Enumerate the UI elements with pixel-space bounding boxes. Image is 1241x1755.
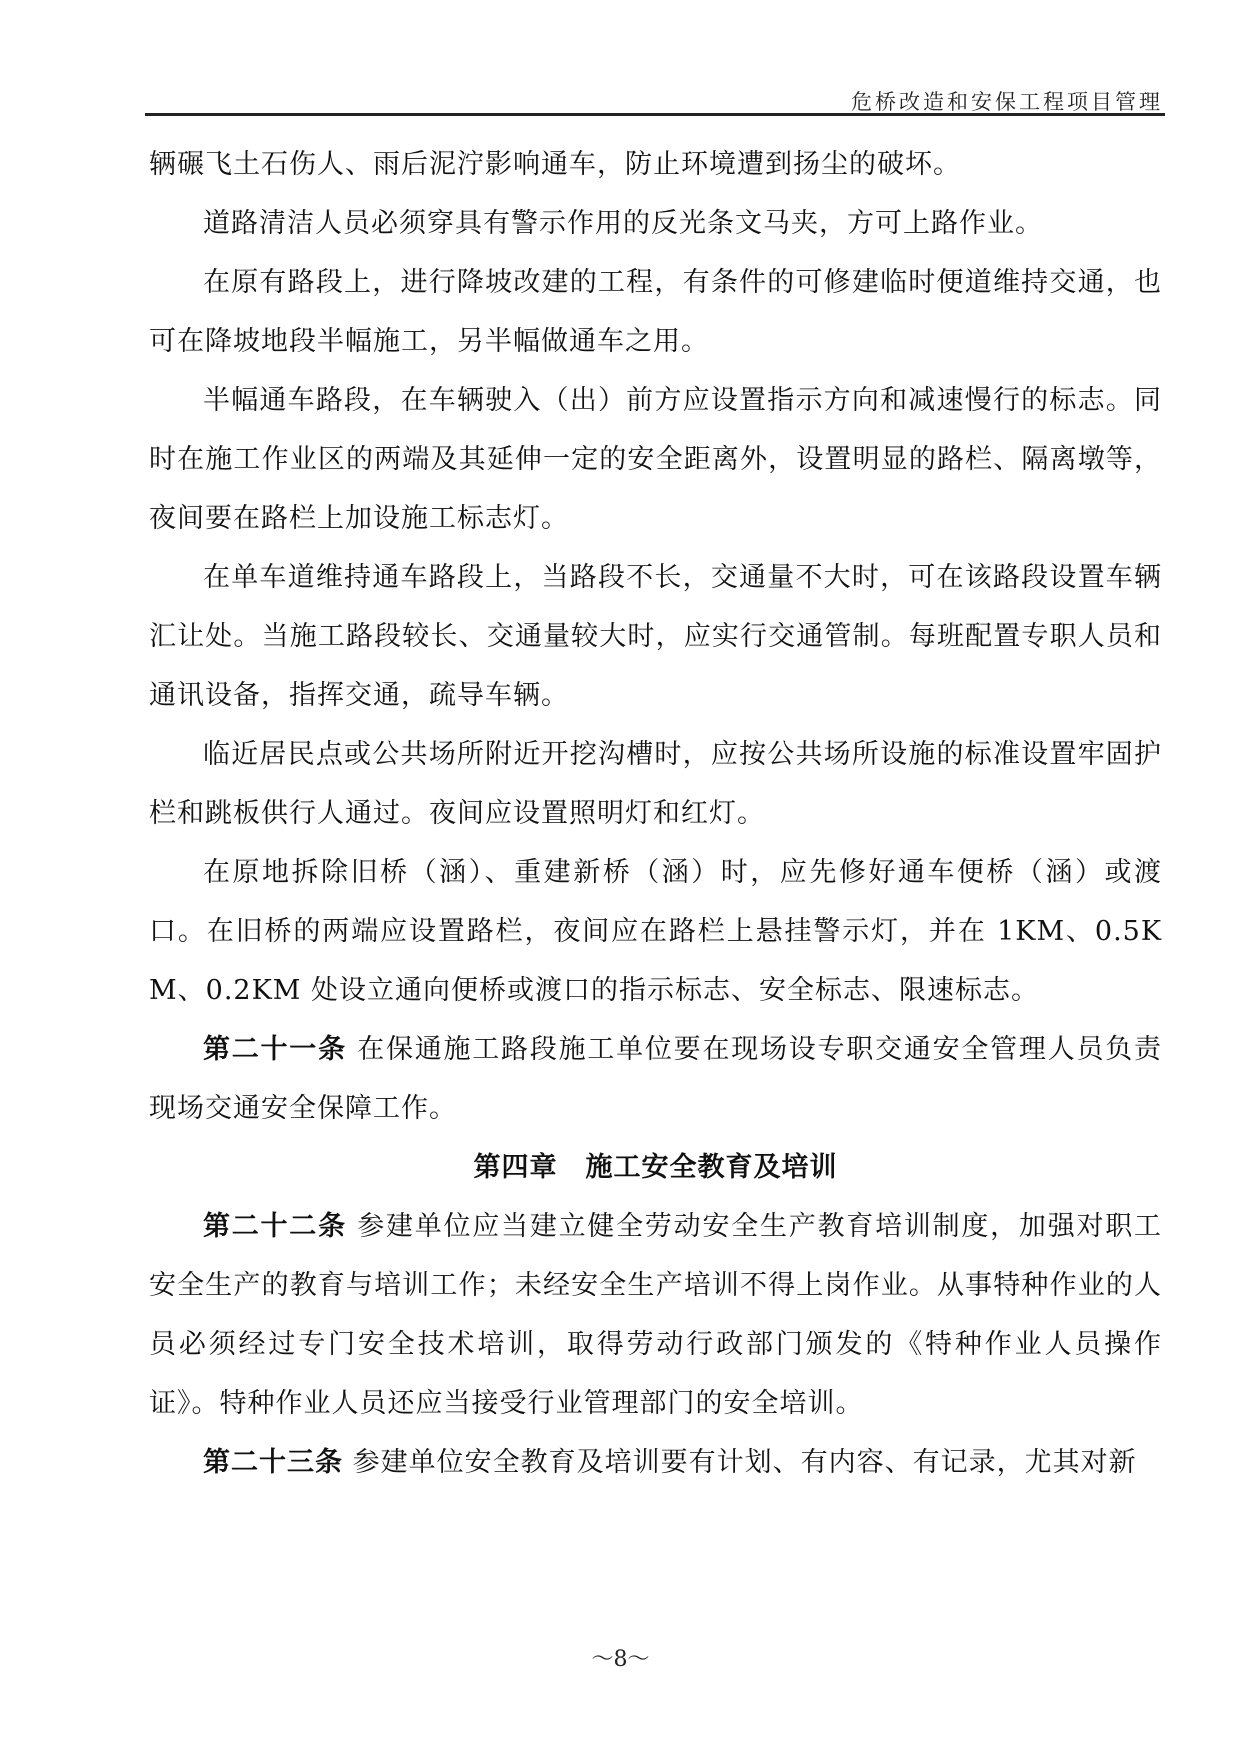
article-23-text: 参建单位安全教育及培训要有计划、有内容、有记录，尤其对新 xyxy=(343,1447,1137,1478)
article-22-text: 参建单位应当建立健全劳动安全生产教育培训制度，加强对职工安全生产的教育与培训工作；未经安全生产培训不得上岗作业。从事特种作业的人员必须经过专门安全技术培训，取得劳动行政部门颁发的《特种作业人员操作证》。特种作业人员还应当接受行业管理部门的安全培训。 xyxy=(149,1211,1162,1419)
page-number: ～8～ xyxy=(591,1647,650,1672)
article-21-number: 第二十一条 xyxy=(203,1034,347,1065)
paragraph: 在原有路段上，进行降坡改建的工程，有条件的可修建临时便道维持交通，也可在降坡地段半幅施工，另半幅做通车之用。 xyxy=(149,267,1162,357)
paragraph-continued: 辆碾飞土石伤人、雨后泥泞影响通车，防止环境遭到扬尘的破坏。 xyxy=(149,149,961,180)
article-23 xyxy=(149,1433,1162,1492)
paragraph: 半幅通车路段，在车辆驶入（出）前方应设置指示方向和减速慢行的标志。同时在施工作业区的两端及其延伸一定的安全距离外，设置明显的路栏、隔离墩等，夜间要在路栏上加设施工标志灯。 xyxy=(149,385,1162,534)
chapter-heading: 第四章 施工安全教育及培训 xyxy=(473,1152,838,1183)
running-header-title: 危桥改造和安保工程项目管理 xyxy=(851,90,1163,114)
article-22-number: 第二十二条 xyxy=(203,1211,347,1242)
paragraph: 道路清洁人员必须穿具有警示作用的反光条文马夹，方可上路作业。 xyxy=(203,208,1043,239)
paragraph: 临近居民点或公共场所附近开挖沟槽时，应按公共场所设施的标准设置牢固护栏和跳板供行人通过。夜间应设置照明灯和红灯。 xyxy=(149,739,1162,829)
article-21 xyxy=(149,1020,1162,1138)
article-21-text: 在保通施工路段施工单位要在现场设专职交通安全管理人员负责现场交通安全保障工作。 xyxy=(149,1034,1162,1124)
paragraph: 在单车道维持通车路段上，当路段不长，交通量不大时，可在该路段设置车辆汇让处。当施工路段较长、交通量较大时，应实行交通管制。每班配置专职人员和通讯设备，指挥交通，疏导车辆。 xyxy=(149,562,1162,711)
paragraph: 在原地拆除旧桥（涵）、重建新桥（涵）时，应先修好通车便桥（涵）或渡口。在旧桥的两端应设置路栏，夜间应在路栏上悬挂警示灯，并在 1KM、0.5KM、0.2KM 处设立通向便桥或渡口的指示标志、安全标志、限速标志。 xyxy=(149,857,1162,1006)
document-body xyxy=(149,135,1162,1492)
header-rule xyxy=(145,113,1165,116)
article-23-number: 第二十三条 xyxy=(203,1447,343,1478)
article-22 xyxy=(149,1197,1162,1433)
